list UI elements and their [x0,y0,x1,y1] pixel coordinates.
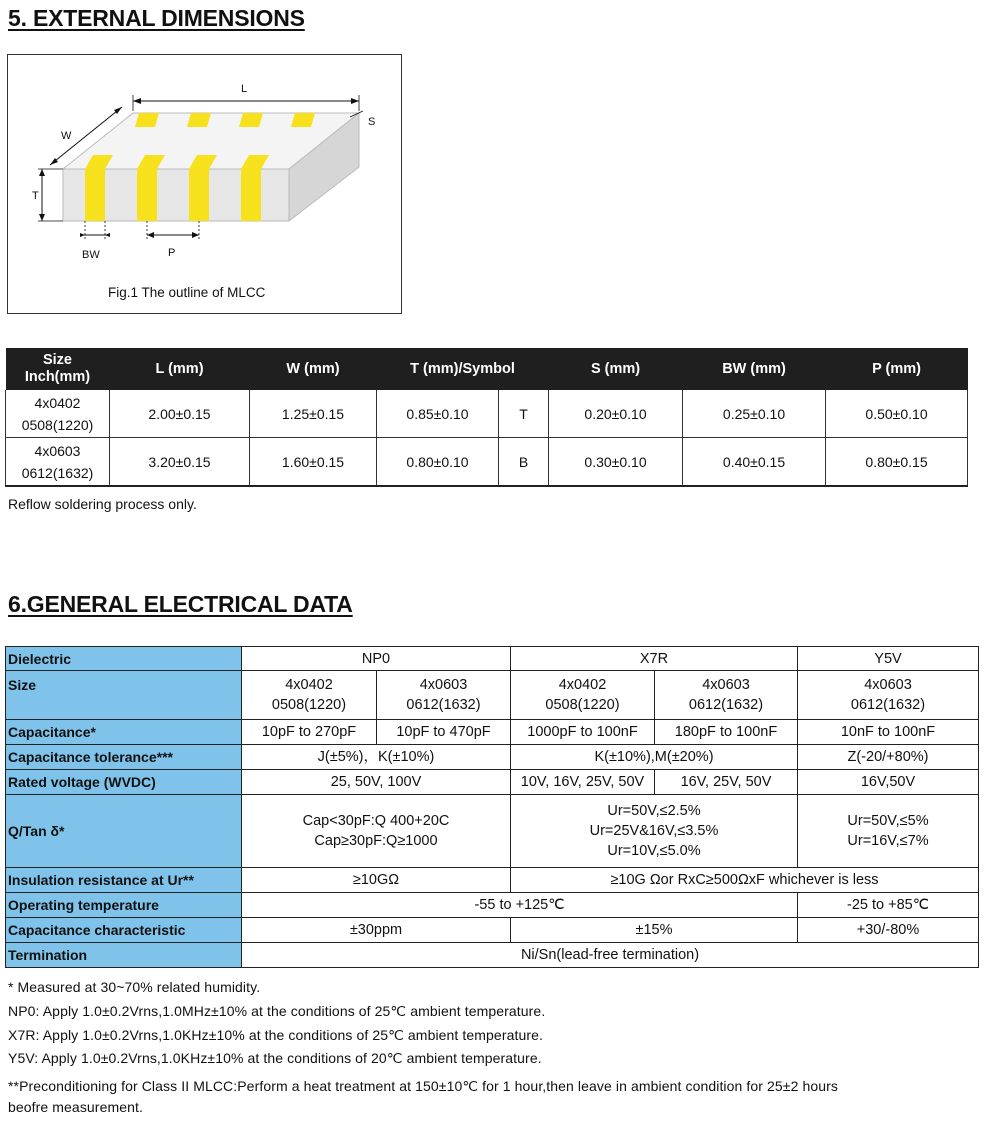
label-s: S [368,116,376,128]
ins-rest: ≥10G Ωor RxC≥500ΩxF whichever is less [511,868,979,893]
header-size: Size Inch(mm) [6,348,110,390]
table-row [6,770,979,795]
terminal-front [189,169,209,221]
terminal-top-back [239,113,263,127]
cap-np0-b: 10pF to 470pF [377,720,511,745]
capchar-x7r: ±15% [511,918,798,943]
qtan-np0: Cap<30pF:Q 400+20C Cap≥30pF:Q≥1000 [242,795,511,868]
s-cell: 0.20±0.10 [549,390,683,438]
table-row [6,795,979,868]
captol-x7r: K(±10%),M(±20%) [511,745,798,770]
dielectric-y5v: Y5V [798,647,979,671]
qtan-y5v: Ur=50V,≤5% Ur=16V,≤7% [798,795,979,868]
size-np0-a: 4x0402 0508(1220) [242,671,377,720]
optemp-y5v: -25 to +85℃ [798,893,979,918]
captol-np0: J(±5%)，K(±10%) [242,745,511,770]
rv-x7r-a: 10V, 16V, 25V, 50V [511,770,655,795]
table-row [6,868,979,893]
figure-caption: Fig.1 The outline of MLCC [108,285,266,300]
terminal-front [85,169,105,221]
cap-y5v: 10nF to 100nF [798,720,979,745]
table-row [6,745,979,770]
label-op-temp: Operating temperature [6,893,242,918]
terminal-front [241,169,261,221]
table-row [6,943,979,968]
capchar-np0: ±30ppm [242,918,511,943]
table-row [6,671,979,720]
footnote-humidity: * Measured at 30~70% related humidity. [8,979,261,995]
size-cell: 4x0603 0612(1632) [6,438,110,487]
p-cell: 0.50±0.10 [826,390,968,438]
optemp-np0-x7r: -55 to +125℃ [242,893,798,918]
table-row [6,893,979,918]
header-w: W (mm) [250,348,377,390]
bw-cell: 0.25±0.10 [683,390,826,438]
table-row [6,918,979,943]
dielectric-np0: NP0 [242,647,511,671]
footnote-np0: NP0: Apply 1.0±0.2Vrns,1.0MHz±10% at the conditions of 25℃ ambient temperature. [8,1003,546,1019]
label-dielectric: Dielectric [6,647,242,671]
electrical-data-table [5,646,979,968]
rv-y5v: 16V,50V [798,770,979,795]
symbol-cell: B [499,438,549,487]
label-insulation: Insulation resistance at Ur** [6,868,242,893]
size-x7r-a: 4x0402 0508(1220) [511,671,655,720]
mlcc-outline-figure [7,54,402,314]
footnote-x7r: X7R: Apply 1.0±0.2Vrns,1.0KHz±10% at the conditions of 25℃ ambient temperature. [8,1027,543,1043]
footnote-y5v: Y5V: Apply 1.0±0.2Vrns,1.0KHz±10% at the conditions of 20℃ ambient temperature. [8,1050,542,1066]
size-y5v: 4x0603 0612(1632) [798,671,979,720]
w-cell: 1.25±0.15 [250,390,377,438]
footnote-precondition: **Preconditioning for Class II MLCC:Perform a heat treatment at 150±10℃ for 1 hour,then leave in ambient condition for 25±2 hours [8,1078,838,1094]
l-cell: 2.00±0.15 [110,390,250,438]
rv-x7r-b: 16V, 25V, 50V [655,770,798,795]
symbol-cell: T [499,390,549,438]
label-l: L [241,83,248,95]
label-p: P [168,247,176,259]
label-cap-tolerance: Capacitance tolerance*** [6,745,242,770]
qtan-x7r: Ur=50V,≤2.5% Ur=25V&16V,≤3.5% Ur=10V,≤5.0% [511,795,798,868]
t-cell: 0.85±0.10 [377,390,499,438]
label-rated-voltage: Rated voltage (WVDC) [6,770,242,795]
header-bw: BW (mm) [683,348,826,390]
table-row [6,647,979,671]
capchar-y5v: +30/-80% [798,918,979,943]
captol-y5v: Z(-20/+80%) [798,745,979,770]
label-termination: Termination [6,943,242,968]
footnote-precondition-cont: beofre measurement. [8,1099,143,1115]
label-size: Size [6,671,242,720]
table-row [6,438,968,487]
bw-cell: 0.40±0.15 [683,438,826,487]
t-cell: 0.80±0.10 [377,438,499,487]
header-l: L (mm) [110,348,250,390]
section-5-title: 5. EXTERNAL DIMENSIONS [8,5,305,31]
mlcc-drawing [8,55,400,313]
dimensions-table [5,348,968,487]
l-cell: 3.20±0.15 [110,438,250,487]
size-cell: 4x0402 0508(1220) [6,390,110,438]
table-row [6,390,968,438]
rv-np0: 25, 50V, 100V [242,770,511,795]
terminal-top-back [291,113,315,127]
termination-value: Ni/Sn(lead-free termination) [242,943,979,968]
w-cell: 1.60±0.15 [250,438,377,487]
size-np0-b: 4x0603 0612(1632) [377,671,511,720]
header-t: T (mm)/Symbol [377,348,549,390]
dielectric-x7r: X7R [511,647,798,671]
label-capacitance: Capacitance* [6,720,242,745]
label-bw: BW [82,249,100,261]
table-row [6,720,979,745]
reflow-note: Reflow soldering process only. [8,496,197,512]
p-cell: 0.80±0.15 [826,438,968,487]
size-x7r-b: 4x0603 0612(1632) [655,671,798,720]
terminal-top-back [135,113,159,127]
table-header-row [6,348,968,390]
header-p: P (mm) [826,348,968,390]
s-cell: 0.30±0.10 [549,438,683,487]
section-6-title: 6.GENERAL ELECTRICAL DATA [8,591,353,617]
cap-x7r-b: 180pF to 100nF [655,720,798,745]
ins-np0: ≥10GΩ [242,868,511,893]
terminal-top-back [187,113,211,127]
label-w: W [61,130,72,142]
header-s: S (mm) [549,348,683,390]
label-t: T [32,190,39,202]
cap-np0-a: 10pF to 270pF [242,720,377,745]
label-cap-char: Capacitance characteristic [6,918,242,943]
terminal-front [137,169,157,221]
cap-x7r-a: 1000pF to 100nF [511,720,655,745]
label-q-tan: Q/Tan δ* [6,795,242,868]
